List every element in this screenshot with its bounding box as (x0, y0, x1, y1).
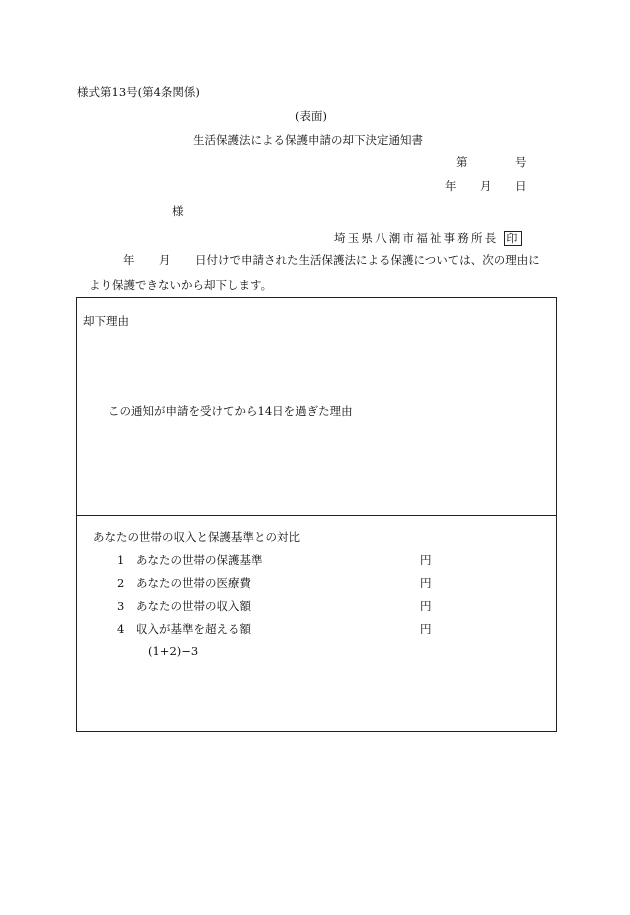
item-number: 3 (117, 599, 125, 613)
item-unit: 円 (420, 622, 432, 636)
date-year: 年 (445, 179, 457, 193)
item-label: あなたの世帯の保護基準 (136, 553, 263, 567)
document-title: 生活保護法による保護申請の却下決定通知書 (193, 133, 423, 147)
item-unit: 円 (420, 553, 432, 567)
item-number: 1 (117, 553, 125, 567)
date-day: 日 (515, 179, 527, 193)
item-unit: 円 (420, 599, 432, 613)
item-label: あなたの世帯の収入額 (136, 599, 251, 613)
item-unit: 円 (420, 576, 432, 590)
number-suffix: 号 (515, 155, 527, 169)
addressee-suffix: 様 (172, 204, 184, 218)
issuer-line (334, 231, 522, 246)
item-number: 4 (117, 622, 125, 636)
date-month: 月 (480, 179, 492, 193)
body-month: 月 (159, 253, 171, 267)
body-year: 年 (123, 253, 135, 267)
reason-box (76, 297, 557, 516)
formula: (1+2)−3 (148, 644, 199, 658)
comparison-box (76, 515, 557, 732)
item-number: 2 (117, 576, 125, 590)
reason-label: 却下理由 (83, 314, 129, 328)
seal-mark: 印 (506, 232, 520, 245)
comparison-title: あなたの世帯の収入と保護基準との対比 (93, 530, 300, 544)
reason-text: この通知が申請を受けてから14日を過ぎた理由 (108, 404, 353, 418)
issuer-name: 埼玉県八潮市福祉事務所長 (334, 231, 499, 245)
form-label: 様式第13号(第4条関係) (77, 85, 200, 99)
body-line2: より保護できないから却下します。 (89, 278, 273, 292)
item-label: 収入が基準を超える額 (136, 622, 251, 636)
item-label: あなたの世帯の医療費 (136, 576, 251, 590)
side-label: (表面) (295, 109, 327, 123)
body-line1: 日付けで申請された生活保護法による保護については、次の理由に (195, 253, 540, 267)
number-prefix: 第 (456, 155, 468, 169)
